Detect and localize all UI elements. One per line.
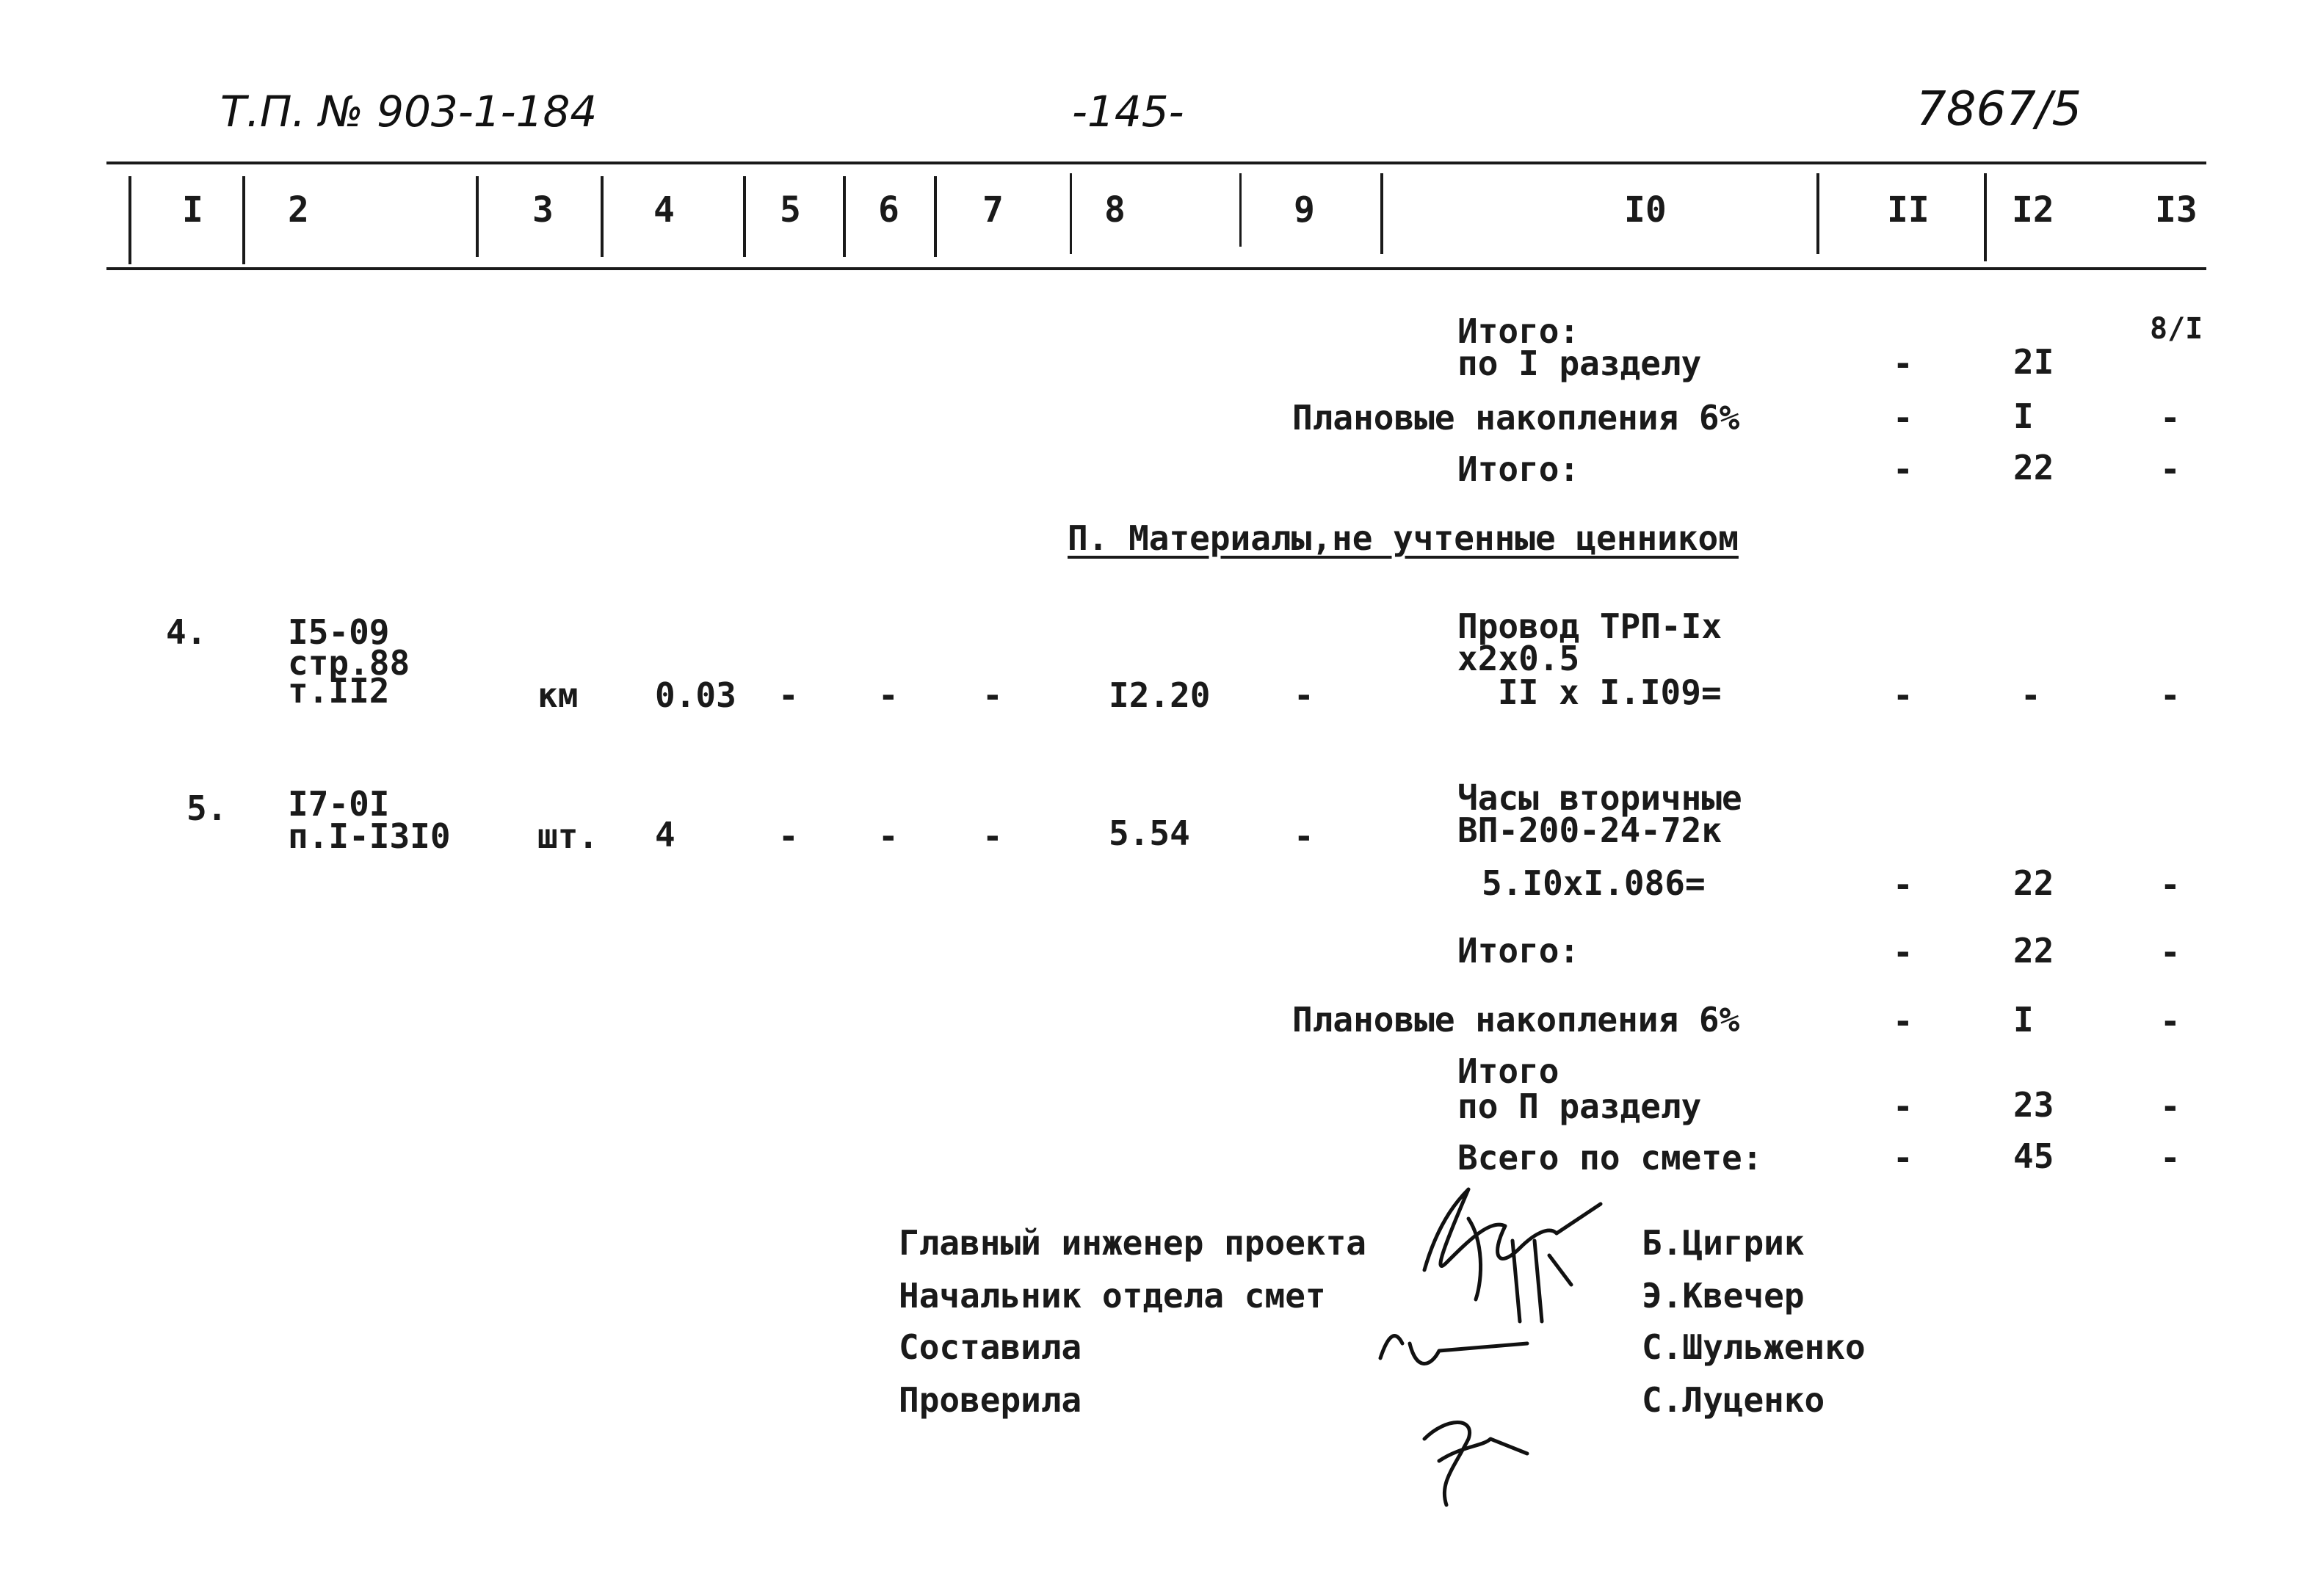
cell-c13: -: [2160, 932, 2181, 972]
planned-savings-label: Плановые накопления 6%: [1292, 1000, 1740, 1040]
cell-c7: -: [982, 675, 1003, 715]
signature-role: Составила: [899, 1327, 1082, 1367]
total-label: Итого: [1457, 1051, 1559, 1091]
cell-c11: -: [1893, 449, 1913, 489]
header-top-rule: [106, 162, 2206, 164]
col-header-3: 3: [532, 189, 554, 231]
item-code: т.II2: [288, 671, 390, 711]
item-price: 5.54: [1109, 813, 1190, 853]
cell-c12: 22: [2013, 863, 2054, 903]
item-name: х2х0.5: [1457, 639, 1580, 678]
col-header-12: I2: [2012, 189, 2054, 231]
header-bottom-rule: [106, 267, 2206, 270]
document-number: 7867/5: [1916, 82, 2082, 137]
col-header-10: I0: [1624, 189, 1667, 231]
column-divider: [1380, 173, 1383, 254]
cell-c13: -: [2160, 865, 2181, 904]
column-divider: [843, 176, 846, 257]
col-header-7: 7: [982, 189, 1004, 231]
item-code: I5-09: [288, 612, 390, 652]
total-label: по П разделу: [1457, 1087, 1702, 1126]
cell-c13: -: [2160, 1001, 2181, 1041]
project-number: Т.П. № 903-1-184: [220, 87, 598, 137]
item-number: 4.: [166, 612, 207, 652]
signatory-name: Б.Цигрик: [1642, 1223, 1805, 1263]
cell-c11: -: [1893, 932, 1913, 972]
item-calculation: 5.I0хI.086=: [1482, 863, 1706, 903]
total-label: по I разделу: [1457, 344, 1702, 383]
cell-c11: -: [1893, 1138, 1913, 1178]
item-unit: км: [537, 675, 579, 715]
total-label: Итого:: [1457, 449, 1580, 489]
cell-c12: -: [2021, 675, 2041, 715]
cell-c11: -: [1893, 344, 1913, 383]
signature-role: Проверила: [899, 1380, 1082, 1420]
item-name: Часы вторичные: [1457, 778, 1742, 818]
column-divider: [601, 176, 604, 257]
item-name: Провод ТРП-Iх: [1457, 606, 1722, 646]
signatory-name: С.Луценко: [1642, 1380, 1825, 1420]
cell-c9: -: [1294, 675, 1314, 715]
cell-c11: -: [1893, 675, 1913, 715]
cell-c13: -: [2160, 398, 2181, 438]
column-divider: [1239, 173, 1242, 247]
col-header-9: 9: [1294, 189, 1315, 231]
grand-total-label: Всего по смете:: [1457, 1138, 1763, 1178]
cell-c12: 2I: [2013, 342, 2054, 382]
cell-c11: -: [1893, 865, 1913, 904]
total-label: Итого:: [1457, 311, 1580, 351]
column-divider: [1070, 173, 1072, 254]
cell-c13: -: [2160, 449, 2181, 489]
cell-c11: -: [1893, 1001, 1913, 1041]
column-divider: [934, 176, 937, 257]
cell-c6: -: [878, 675, 899, 715]
item-number: 5.: [186, 788, 228, 828]
cell-c5: -: [778, 816, 799, 856]
col-header-11: II: [1887, 189, 1930, 231]
column-divider: [743, 176, 746, 257]
item-quantity: 0.03: [655, 675, 736, 715]
cell-c11: -: [1893, 398, 1913, 438]
page-number: -145-: [1072, 87, 1184, 137]
cell-c13-fraction: 8/I: [2150, 312, 2203, 346]
column-divider: [1816, 173, 1819, 254]
cell-c13: -: [2160, 1138, 2181, 1178]
col-header-2: 2: [288, 189, 309, 231]
cell-c12: I: [2013, 1000, 2034, 1040]
item-quantity: 4: [655, 815, 675, 855]
cell-c11: -: [1893, 1087, 1913, 1126]
item-code: п.I-I3I0: [288, 816, 451, 856]
item-code: стр.88: [288, 643, 410, 683]
signatory-name: Э.Квечер: [1642, 1276, 1805, 1316]
signature-role: Главный инженер проекта: [899, 1223, 1366, 1263]
column-divider: [128, 176, 131, 264]
cell-c5: -: [778, 675, 799, 715]
signatory-name: С.Шульженко: [1642, 1327, 1866, 1367]
col-header-6: 6: [878, 189, 899, 231]
col-header-8: 8: [1104, 189, 1126, 231]
col-header-1: I: [182, 189, 203, 231]
planned-savings-label: Плановые накопления 6%: [1292, 398, 1740, 438]
item-unit: шт.: [537, 816, 599, 856]
section-title: П. Материалы,не учтенные ценником: [1068, 518, 1739, 558]
item-price: I2.20: [1109, 675, 1211, 715]
col-header-13: I3: [2155, 189, 2198, 231]
item-code: I7-0I: [288, 784, 390, 824]
cell-c6: -: [878, 816, 899, 856]
cell-c7: -: [982, 816, 1003, 856]
cell-c12: I: [2013, 396, 2034, 436]
handwritten-signatures: [1336, 1175, 1645, 1542]
item-name: ВП-200-24-72к: [1457, 810, 1722, 850]
cell-c13: -: [2160, 1087, 2181, 1126]
grand-total-value: 45: [2013, 1136, 2054, 1176]
cell-c12: 23: [2013, 1085, 2054, 1125]
column-divider: [1984, 173, 1987, 261]
cell-c12: 22: [2013, 931, 2054, 971]
column-divider: [242, 176, 245, 264]
signature-role: Начальник отдела смет: [899, 1276, 1326, 1316]
cell-c9: -: [1294, 816, 1314, 856]
total-label: Итого:: [1457, 931, 1580, 971]
column-divider: [476, 176, 479, 257]
cell-c12: 22: [2013, 448, 2054, 487]
col-header-5: 5: [780, 189, 801, 231]
col-header-4: 4: [653, 189, 675, 231]
cell-c13: -: [2160, 675, 2181, 715]
item-calculation: II х I.I09=: [1498, 672, 1722, 712]
